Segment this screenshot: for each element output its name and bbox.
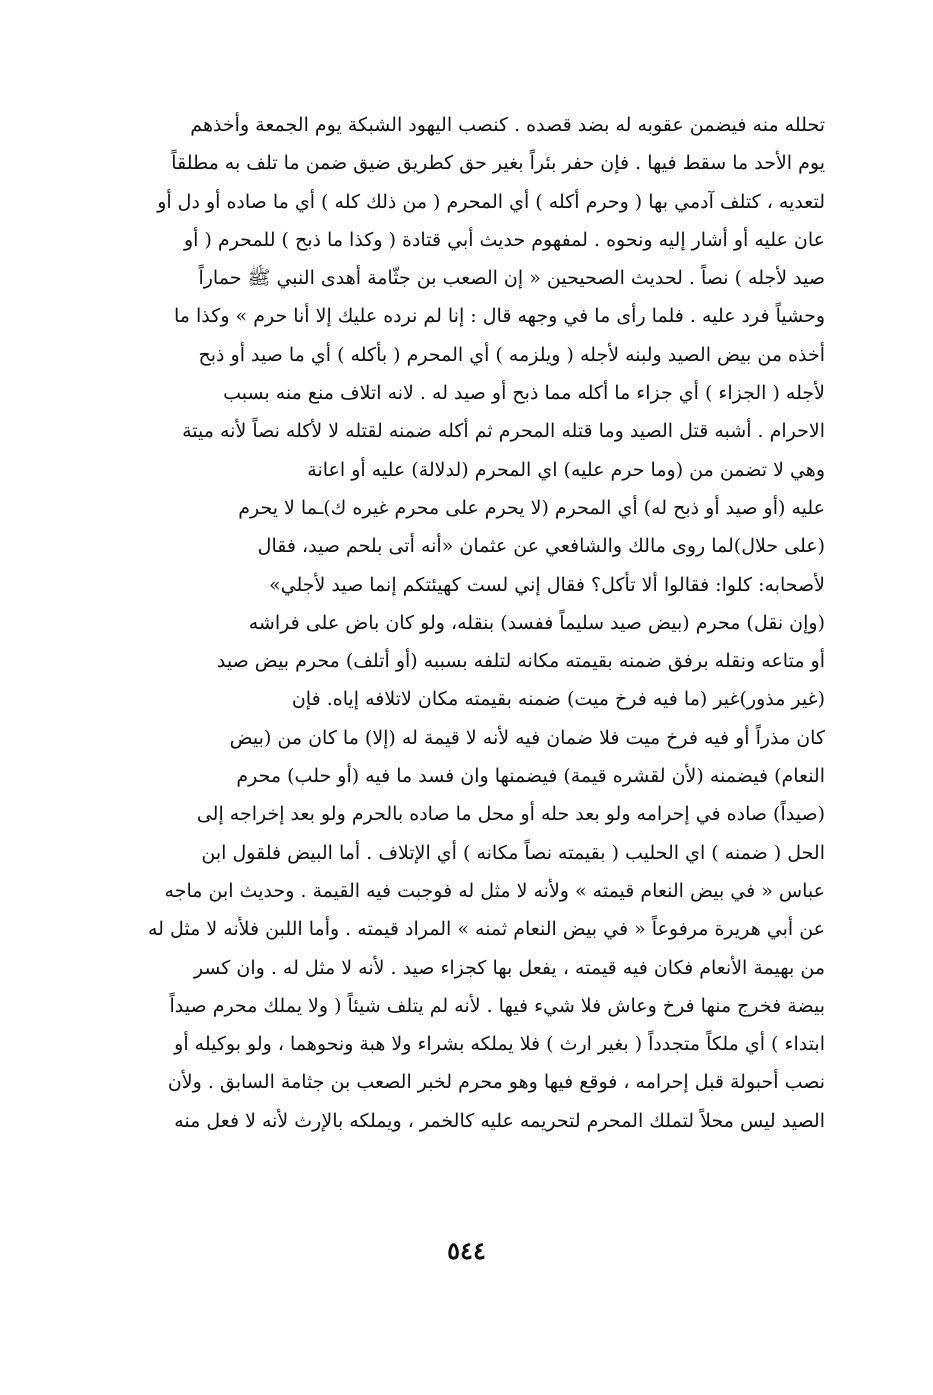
text-line-24: بيضة فخرج منها فرخ وعاش فلا شيء فيها . لأنه لم يتلف شيئاً ( ولا يملك محرم صيداً bbox=[169, 994, 825, 1017]
text-line-8: لأجله ( الجزاء ) أي جزاء ما أكله مما ذبح أو صيد له . لانه اتلاف منع منه بسبب bbox=[223, 382, 825, 405]
text-line-16: (غير مذور)غير (ما فيه فرخ ميت) ضمنه بقيمته مكان لاتلافه إياه. فإن bbox=[291, 688, 825, 711]
text-line-3: لتعديه ، كتلف آدمي بها ( وحرم أكله ) أي المحرم ( من ذلك كله ) أي ما صاده أو دل أو bbox=[157, 190, 825, 213]
text-line-26: نصب أحبولة قبل إحرامه ، فوقع فيها وهو محرم لخبر الصعب بن جثامة السابق . ولأن bbox=[167, 1071, 825, 1094]
text-line-2: يوم الأحد ما سقط فيها . فإن حفر بئراً بغير حق كطريق ضيق ضمن ما تلف به مطلقاً bbox=[171, 152, 825, 175]
text-line-6: وحشياً فرد عليه . فلما رأى ما في وجهه قال : إنا لم نرده عليك إلا أنا حرم » وكذا ما bbox=[174, 305, 825, 328]
text-line-7: أخذه من بيض الصيد ولبنه لأجله ( ويلزمه ) أي المحرم ( بأكله ) أي ما صيد أو ذبح bbox=[198, 343, 825, 366]
text-line-20: الحل ( ضمنه ) اي الحليب ( بقيمته نصاً مكانه ) أي الإتلاف . أما البيض فلقول ابن bbox=[201, 841, 825, 864]
text-line-14: (وإن نقل) محرم (بيض صيد سليماً ففسد) بنقله، ولو كان باض على فراشه bbox=[248, 611, 825, 634]
text-line-15: أو متاعه ونقله برفق ضمنه بقيمته مكانه لتلفه بسببه (أو أتلف) محرم بيض صيد bbox=[216, 650, 825, 673]
text-line-13: لأصحابه: كلوا: فقالوا ألا تأكل؟ فقال إني لست كهيئتكم إنما صيد لأجلي» bbox=[269, 573, 825, 596]
body-text bbox=[106, 106, 825, 1140]
text-line-22: عن أبي هريرة مرفوعاً « في بيض النعام ثمنه » المراد قيمته . وأما اللبن فلأنه لا مثل له bbox=[147, 918, 825, 941]
text-line-11: عليه (أو صيد أو ذبح له) أي المحرم (لا يحرم على محرم غيره ك)ـما لا يحرم bbox=[238, 496, 825, 519]
text-line-9: الاحرام . أشبه قتل الصيد وما قتله المحرم ثم أكله ضمنه لقتله لا لأكله نصاً لأنه ميتة bbox=[182, 420, 825, 443]
text-line-23: من بهيمة الأنعام فكان فيه قيمته ، يفعل بها كجزاء صيد . لأنه لا مثل له . وان كسر bbox=[193, 956, 825, 979]
text-line-17: كان مذراً أو فيه فرخ ميت فلا ضمان فيه لأنه لا قيمة له (إلا) ما كان من (بيض bbox=[229, 726, 825, 749]
text-line-4: عان عليه أو أشار إليه ونحوه . لمفهوم حديث أبي قتادة ( وكذا ما ذبح ) للمحرم ( أو bbox=[183, 228, 825, 251]
text-line-19: (صيداً) صاده في إحرامه ولو بعد حله أو محل ما صاده بالحرم ولو بعد إخراجه إلى bbox=[196, 803, 825, 826]
text-line-27: الصيد ليس محلاً لتملك المحرم لتحريمه عليه كالخمر ، ويملكه بالإرث لأنه لا فعل منه bbox=[174, 1109, 825, 1132]
text-line-21: عباس « في بيض النعام قيمته » ولأنه لا مثل له فوجبت فيه القيمة . وحديث ابن ماجه bbox=[164, 879, 825, 902]
page-number: ٥٤٤ bbox=[447, 1236, 486, 1265]
text-line-1: تحلله منه فيضمن عقوبه له بضد قصده . كنصب اليهود الشبكة يوم الجمعة وأخذهم bbox=[190, 114, 825, 136]
text-line-25: ابتداء ) أي ملكاً متجدداً ( بغير ارث ) فلا يملكه بشراء ولا هبة ونحوهما ، ولو بوكيله أو bbox=[174, 1033, 825, 1056]
text-line-10: وهي لا تضمن من (وما حرم عليه) اي المحرم (لدلالة) عليه أو اعانة bbox=[307, 458, 825, 481]
text-line-5: صيد لأجله ) نصاً . لحديث الصحيحين « إن الصعب بن جثّامة أهدى النبي ﷺ حماراً bbox=[198, 267, 825, 290]
text-line-12: (على حلال)لما روى مالك والشافعي عن عثمان «أنه أتى بلحم صيد، فقال bbox=[257, 535, 825, 558]
text-line-18: النعام) فيضمنه (لأن لقشره قيمة) فيضمنها وان فسد ما فيه (أو حلب) محرم bbox=[236, 765, 825, 788]
